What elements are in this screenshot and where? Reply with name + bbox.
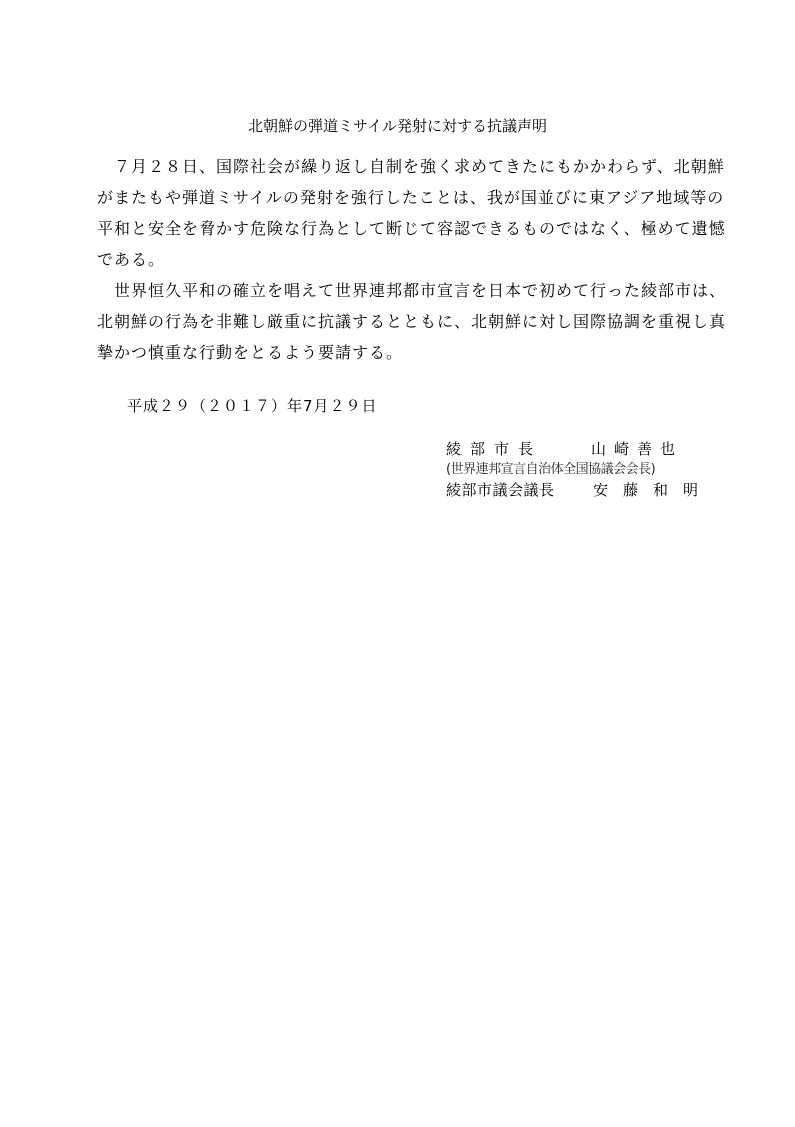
mayor-signature bbox=[446, 438, 706, 460]
body-line-3: 平和と安全を脅かす危険な行為として断じて容認できるものではなく、極めて遺憾 bbox=[97, 219, 726, 238]
council-chair-name: 安藤和明 bbox=[593, 481, 714, 499]
body-line-2: がまたもや弾道ミサイルの発射を強行したことは、我が国並びに東アジア地域等の bbox=[97, 188, 725, 207]
mayor-name: 山崎善也 bbox=[591, 440, 684, 458]
body-line-1: ７月２８日、国際社会が繰り返し自制を強く求めてきたにもかかわらず、北朝鮮 bbox=[97, 157, 725, 176]
council-chair-title: 綾部市議会議長 bbox=[446, 481, 555, 499]
mayor-title: 綾部市長 bbox=[446, 440, 543, 458]
statement-title: 北朝鮮の弾道ミサイル発射に対する抗議声明 bbox=[248, 117, 547, 135]
body-line-7: 摯かつ慎重な行動をとるよう要請する。 bbox=[97, 343, 404, 362]
body-line-6: 北朝鮮の行為を非難し厳重に抗議するとともに、北朝鮮に対し国際協調を重視し真 bbox=[97, 312, 727, 331]
body-line-4: である。 bbox=[97, 250, 166, 269]
statement-body bbox=[97, 151, 727, 368]
body-line-5: 世界恒久平和の確立を唱えて世界連邦都市宣言を日本で初めて行った綾部市は、 bbox=[97, 281, 727, 300]
council-chair-signature bbox=[446, 479, 714, 501]
statement-date: 平成２９（２０１７）年7月２９日 bbox=[127, 397, 378, 415]
mayor-note: (世界連邦宣言自治体全国協議会会長) bbox=[446, 462, 656, 477]
